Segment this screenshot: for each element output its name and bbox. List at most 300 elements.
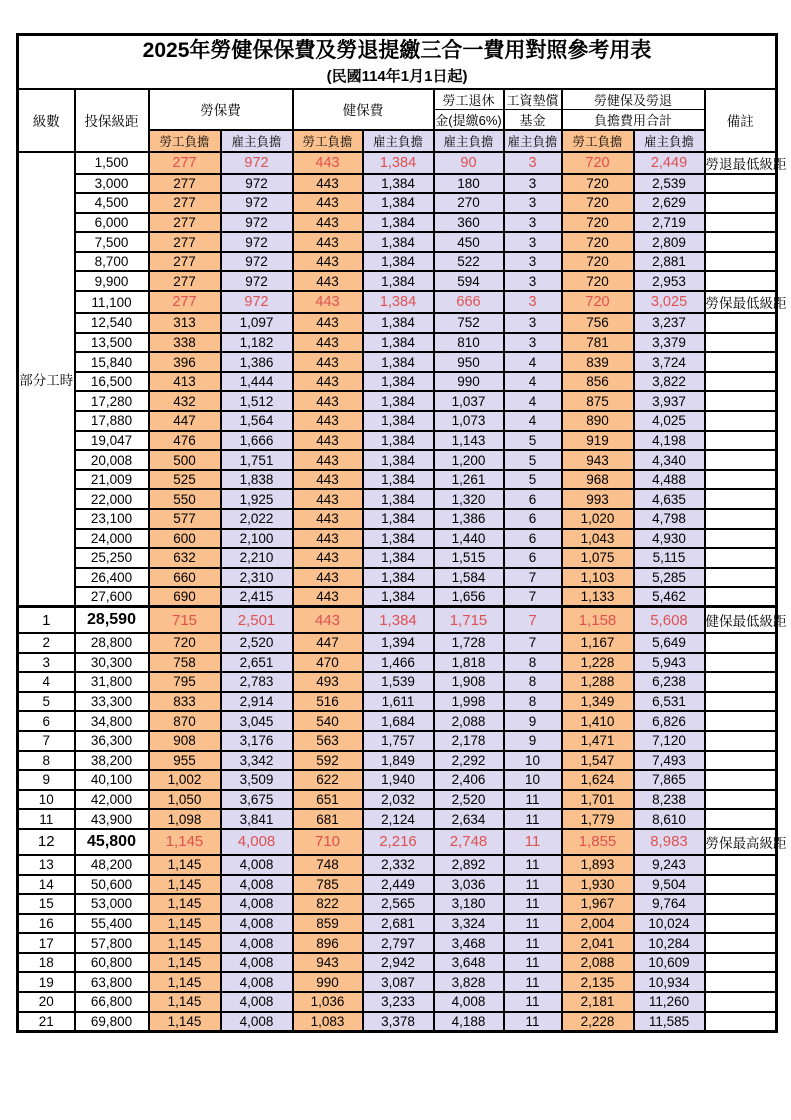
cell-labor-employee: 690 (149, 587, 221, 607)
cell-labor-employer: 2,914 (221, 692, 293, 712)
cell-total-employer: 9,243 (634, 855, 705, 875)
cell-remark (705, 509, 777, 529)
cell-labor-employee: 277 (149, 174, 221, 194)
cell-fund-employer: 7 (504, 607, 562, 633)
table-row (18, 587, 777, 607)
cell-fund-employer: 4 (504, 411, 562, 431)
cell-health-employer: 1,539 (363, 672, 434, 692)
cell-total-employee: 839 (562, 352, 634, 372)
cell-remark (705, 914, 777, 934)
cell-remark (705, 855, 777, 875)
part-time-merged-cell: 部分工時 (18, 152, 75, 607)
cell-labor-employee: 1,145 (149, 1012, 221, 1032)
cell-remark (705, 933, 777, 953)
cell-pension-employer: 666 (434, 291, 504, 313)
cell-bracket: 60,800 (75, 953, 149, 973)
table-row (18, 372, 777, 392)
cell-bracket: 8,700 (75, 252, 149, 272)
cell-total-employer: 11,260 (634, 992, 705, 1012)
cell-fund-employer: 3 (504, 174, 562, 194)
cell-labor-employer: 972 (221, 252, 293, 272)
cell-fund-employer: 11 (504, 855, 562, 875)
cell-fund-employer: 3 (504, 313, 562, 333)
cell-bracket: 13,500 (75, 333, 149, 353)
subheader-pension-employer: 雇主負擔 (434, 130, 504, 152)
cell-health-employer: 1,849 (363, 751, 434, 771)
cell-labor-employee: 277 (149, 193, 221, 213)
cell-labor-employer: 2,210 (221, 548, 293, 568)
cell-total-employee: 875 (562, 391, 634, 411)
cell-health-employee: 443 (293, 213, 363, 233)
cell-level: 10 (18, 790, 75, 810)
cell-bracket: 69,800 (75, 1012, 149, 1032)
header-health-insurance: 健保費 (293, 89, 434, 130)
cell-bracket: 3,000 (75, 174, 149, 194)
cell-health-employee: 443 (293, 509, 363, 529)
cell-remark: 勞退最低級距 (705, 152, 777, 174)
cell-remark (705, 1012, 777, 1032)
cell-pension-employer: 1,515 (434, 548, 504, 568)
cell-remark (705, 352, 777, 372)
table-row (18, 174, 777, 194)
cell-total-employee: 1,228 (562, 653, 634, 673)
cell-health-employer: 2,797 (363, 933, 434, 953)
cell-fund-employer: 3 (504, 333, 562, 353)
cell-total-employee: 2,181 (562, 992, 634, 1012)
cell-remark (705, 770, 777, 790)
table-row (18, 352, 777, 372)
cell-total-employer: 3,937 (634, 391, 705, 411)
cell-total-employee: 1,930 (562, 875, 634, 895)
cell-labor-employee: 413 (149, 372, 221, 392)
cell-remark (705, 809, 777, 829)
cell-total-employee: 1,967 (562, 894, 634, 914)
cell-labor-employer: 3,509 (221, 770, 293, 790)
subheader-fund-employer: 雇主負擔 (504, 130, 562, 152)
cell-total-employer: 9,504 (634, 875, 705, 895)
cell-health-employee: 443 (293, 391, 363, 411)
table-row (18, 672, 777, 692)
cell-fund-employer: 7 (504, 568, 562, 588)
cell-pension-employer: 3,648 (434, 953, 504, 973)
cell-fund-employer: 6 (504, 548, 562, 568)
cell-health-employer: 1,684 (363, 711, 434, 731)
cell-pension-employer: 2,634 (434, 809, 504, 829)
cell-labor-employer: 4,008 (221, 933, 293, 953)
cell-labor-employer: 1,182 (221, 333, 293, 353)
cell-health-employee: 443 (293, 548, 363, 568)
cell-labor-employee: 1,002 (149, 770, 221, 790)
cell-bracket: 21,009 (75, 470, 149, 490)
cell-fund-employer: 8 (504, 692, 562, 712)
cell-total-employee: 1,167 (562, 633, 634, 653)
cell-health-employee: 443 (293, 271, 363, 291)
cell-health-employer: 1,384 (363, 509, 434, 529)
cell-pension-employer: 950 (434, 352, 504, 372)
cell-health-employee: 447 (293, 633, 363, 653)
cell-total-employee: 756 (562, 313, 634, 333)
cell-total-employer: 3,822 (634, 372, 705, 392)
cell-total-employer: 2,953 (634, 271, 705, 291)
cell-health-employee: 943 (293, 953, 363, 973)
cell-labor-employer: 1,838 (221, 470, 293, 490)
cell-health-employer: 1,384 (363, 587, 434, 607)
cell-health-employer: 1,384 (363, 291, 434, 313)
cell-total-employer: 3,237 (634, 313, 705, 333)
cell-total-employer: 2,809 (634, 232, 705, 252)
cell-fund-employer: 9 (504, 731, 562, 751)
table-row (18, 470, 777, 490)
cell-labor-employee: 870 (149, 711, 221, 731)
cell-level: 12 (18, 829, 75, 855)
cell-bracket: 63,800 (75, 972, 149, 992)
cell-total-employee: 720 (562, 193, 634, 213)
cell-labor-employer: 4,008 (221, 875, 293, 895)
cell-bracket: 43,900 (75, 809, 149, 829)
cell-bracket: 36,300 (75, 731, 149, 751)
cell-remark (705, 653, 777, 673)
cell-pension-employer: 2,748 (434, 829, 504, 855)
cell-health-employer: 1,384 (363, 391, 434, 411)
cell-fund-employer: 9 (504, 711, 562, 731)
cell-total-employer: 8,238 (634, 790, 705, 810)
table-row (18, 271, 777, 291)
table-row (18, 692, 777, 712)
cell-health-employer: 1,384 (363, 213, 434, 233)
cell-labor-employer: 2,501 (221, 607, 293, 633)
cell-remark (705, 972, 777, 992)
cell-remark (705, 894, 777, 914)
cell-labor-employer: 1,386 (221, 352, 293, 372)
table-row (18, 653, 777, 673)
cell-total-employer: 4,198 (634, 431, 705, 451)
cell-total-employee: 1,020 (562, 509, 634, 529)
cell-remark (705, 587, 777, 607)
cell-bracket: 7,500 (75, 232, 149, 252)
cell-labor-employer: 2,100 (221, 529, 293, 549)
cell-fund-employer: 11 (504, 875, 562, 895)
cell-pension-employer: 4,008 (434, 992, 504, 1012)
cell-health-employee: 443 (293, 568, 363, 588)
cell-fund-employer: 6 (504, 509, 562, 529)
table-row (18, 232, 777, 252)
cell-bracket: 50,600 (75, 875, 149, 895)
cell-fund-employer: 6 (504, 529, 562, 549)
cell-pension-employer: 1,728 (434, 633, 504, 653)
cell-total-employee: 919 (562, 431, 634, 451)
cell-fund-employer: 11 (504, 914, 562, 934)
cell-fund-employer: 4 (504, 352, 562, 372)
subheader-total-employee: 勞工負擔 (562, 130, 634, 152)
cell-total-employer: 8,983 (634, 829, 705, 855)
cell-total-employee: 1,471 (562, 731, 634, 751)
cell-health-employee: 651 (293, 790, 363, 810)
table-row (18, 829, 777, 855)
cell-health-employee: 443 (293, 470, 363, 490)
cell-bracket: 4,500 (75, 193, 149, 213)
table-row (18, 529, 777, 549)
cell-health-employer: 1,940 (363, 770, 434, 790)
cell-labor-employee: 660 (149, 568, 221, 588)
cell-health-employer: 1,384 (363, 271, 434, 291)
cell-bracket: 34,800 (75, 711, 149, 731)
cell-total-employer: 6,826 (634, 711, 705, 731)
cell-remark (705, 529, 777, 549)
cell-remark: 勞保最高級距 (705, 829, 777, 855)
cell-health-employer: 1,384 (363, 470, 434, 490)
table-row (18, 193, 777, 213)
cell-level: 8 (18, 751, 75, 771)
cell-bracket: 53,000 (75, 894, 149, 914)
subheader-health-employee: 勞工負擔 (293, 130, 363, 152)
cell-pension-employer: 2,406 (434, 770, 504, 790)
cell-total-employer: 10,609 (634, 953, 705, 973)
cell-total-employer: 10,284 (634, 933, 705, 953)
title-row (18, 35, 777, 89)
cell-labor-employee: 1,145 (149, 875, 221, 895)
cell-remark (705, 193, 777, 213)
cell-health-employer: 2,681 (363, 914, 434, 934)
cell-level: 17 (18, 933, 75, 953)
cell-health-employee: 540 (293, 711, 363, 731)
table-row (18, 333, 777, 353)
cell-labor-employee: 396 (149, 352, 221, 372)
cell-health-employee: 443 (293, 174, 363, 194)
cell-labor-employer: 1,564 (221, 411, 293, 431)
cell-bracket: 22,000 (75, 489, 149, 509)
cell-fund-employer: 11 (504, 933, 562, 953)
cell-labor-employer: 972 (221, 152, 293, 174)
cell-remark: 勞保最低級距 (705, 291, 777, 313)
cell-health-employer: 2,332 (363, 855, 434, 875)
cell-health-employee: 563 (293, 731, 363, 751)
subheader-health-employer: 雇主負擔 (363, 130, 434, 152)
cell-remark (705, 633, 777, 653)
cell-labor-employer: 2,310 (221, 568, 293, 588)
cell-total-employer: 2,449 (634, 152, 705, 174)
cell-level: 1 (18, 607, 75, 633)
cell-total-employer: 2,629 (634, 193, 705, 213)
cell-total-employee: 1,624 (562, 770, 634, 790)
header-pension-line2: 金(提繳6%) (434, 109, 504, 130)
cell-health-employee: 443 (293, 333, 363, 353)
cell-remark (705, 548, 777, 568)
table-row (18, 152, 777, 174)
cell-labor-employer: 1,751 (221, 450, 293, 470)
cell-remark (705, 333, 777, 353)
cell-level: 21 (18, 1012, 75, 1032)
cell-level: 4 (18, 672, 75, 692)
cell-pension-employer: 450 (434, 232, 504, 252)
cell-total-employer: 6,238 (634, 672, 705, 692)
cell-pension-employer: 522 (434, 252, 504, 272)
cell-health-employer: 1,384 (363, 529, 434, 549)
cell-bracket: 55,400 (75, 914, 149, 934)
cell-pension-employer: 594 (434, 271, 504, 291)
cell-total-employee: 943 (562, 450, 634, 470)
table-row (18, 607, 777, 633)
table-row (18, 972, 777, 992)
cell-bracket: 17,880 (75, 411, 149, 431)
cell-fund-employer: 11 (504, 809, 562, 829)
cell-labor-employee: 277 (149, 271, 221, 291)
cell-health-employer: 1,384 (363, 352, 434, 372)
cell-health-employee: 859 (293, 914, 363, 934)
cell-level: 14 (18, 875, 75, 895)
cell-pension-employer: 1,261 (434, 470, 504, 490)
cell-bracket: 30,300 (75, 653, 149, 673)
cell-level: 13 (18, 855, 75, 875)
cell-fund-employer: 3 (504, 271, 562, 291)
cell-pension-employer: 2,520 (434, 790, 504, 810)
cell-health-employee: 896 (293, 933, 363, 953)
cell-bracket: 16,500 (75, 372, 149, 392)
cell-total-employer: 5,115 (634, 548, 705, 568)
table-row (18, 751, 777, 771)
cell-fund-employer: 4 (504, 391, 562, 411)
cell-total-employee: 781 (562, 333, 634, 353)
cell-fund-employer: 11 (504, 992, 562, 1012)
cell-health-employee: 681 (293, 809, 363, 829)
cell-health-employer: 3,233 (363, 992, 434, 1012)
cell-fund-employer: 3 (504, 152, 562, 174)
cell-bracket: 12,540 (75, 313, 149, 333)
cell-health-employer: 2,565 (363, 894, 434, 914)
cell-remark (705, 232, 777, 252)
cell-total-employee: 856 (562, 372, 634, 392)
subheader-labor-employer: 雇主負擔 (221, 130, 293, 152)
cell-fund-employer: 11 (504, 829, 562, 855)
cell-health-employee: 443 (293, 450, 363, 470)
cell-pension-employer: 1,818 (434, 653, 504, 673)
table-row (18, 855, 777, 875)
cell-health-employer: 1,384 (363, 568, 434, 588)
cell-level: 9 (18, 770, 75, 790)
cell-labor-employee: 715 (149, 607, 221, 633)
cell-health-employer: 2,124 (363, 809, 434, 829)
table-row (18, 411, 777, 431)
cell-health-employee: 785 (293, 875, 363, 895)
cell-labor-employer: 1,666 (221, 431, 293, 451)
table-row (18, 252, 777, 272)
cell-labor-employer: 3,342 (221, 751, 293, 771)
cell-remark (705, 711, 777, 731)
cell-level: 3 (18, 653, 75, 673)
cell-total-employee: 1,547 (562, 751, 634, 771)
header-total-line1: 勞健保及勞退 (562, 89, 705, 110)
cell-labor-employee: 277 (149, 232, 221, 252)
cell-labor-employee: 720 (149, 633, 221, 653)
header-total-line2: 負擔費用合計 (562, 109, 705, 130)
cell-pension-employer: 360 (434, 213, 504, 233)
cell-labor-employee: 1,145 (149, 914, 221, 934)
cell-labor-employee: 447 (149, 411, 221, 431)
cell-pension-employer: 752 (434, 313, 504, 333)
cell-health-employee: 443 (293, 489, 363, 509)
cell-health-employee: 493 (293, 672, 363, 692)
cell-bracket: 9,900 (75, 271, 149, 291)
cell-pension-employer: 180 (434, 174, 504, 194)
cell-labor-employee: 795 (149, 672, 221, 692)
cell-fund-employer: 11 (504, 894, 562, 914)
cell-fund-employer: 11 (504, 1012, 562, 1032)
cell-remark (705, 568, 777, 588)
cell-total-employer: 6,531 (634, 692, 705, 712)
cell-labor-employer: 2,520 (221, 633, 293, 653)
cell-labor-employer: 3,675 (221, 790, 293, 810)
cell-fund-employer: 10 (504, 770, 562, 790)
cell-fund-employer: 5 (504, 470, 562, 490)
cell-health-employer: 1,466 (363, 653, 434, 673)
table-row (18, 633, 777, 653)
cell-total-employee: 1,410 (562, 711, 634, 731)
cell-total-employer: 4,930 (634, 529, 705, 549)
cell-health-employee: 443 (293, 232, 363, 252)
header-pension-line1: 勞工退休 (434, 89, 504, 110)
cell-fund-employer: 5 (504, 431, 562, 451)
cell-level: 18 (18, 953, 75, 973)
cell-labor-employer: 972 (221, 193, 293, 213)
cell-health-employee: 443 (293, 607, 363, 633)
cell-labor-employer: 972 (221, 232, 293, 252)
table-row (18, 548, 777, 568)
cell-total-employee: 2,228 (562, 1012, 634, 1032)
table-row (18, 313, 777, 333)
cell-pension-employer: 4,188 (434, 1012, 504, 1032)
cell-pension-employer: 90 (434, 152, 504, 174)
cell-labor-employee: 277 (149, 252, 221, 272)
table-row (18, 992, 777, 1012)
cell-health-employer: 1,384 (363, 333, 434, 353)
cell-labor-employer: 4,008 (221, 953, 293, 973)
table-row (18, 431, 777, 451)
table-row (18, 291, 777, 313)
cell-health-employee: 1,083 (293, 1012, 363, 1032)
cell-pension-employer: 3,324 (434, 914, 504, 934)
cell-total-employee: 968 (562, 470, 634, 490)
header-level: 級數 (18, 89, 75, 152)
cell-total-employer: 2,539 (634, 174, 705, 194)
cell-pension-employer: 1,908 (434, 672, 504, 692)
cell-total-employee: 2,088 (562, 953, 634, 973)
cell-health-employee: 443 (293, 431, 363, 451)
cell-labor-employee: 1,145 (149, 953, 221, 973)
cell-total-employer: 10,934 (634, 972, 705, 992)
cell-health-employer: 2,032 (363, 790, 434, 810)
cell-health-employer: 1,384 (363, 450, 434, 470)
cell-pension-employer: 2,892 (434, 855, 504, 875)
cell-fund-employer: 11 (504, 790, 562, 810)
cell-labor-employer: 4,008 (221, 1012, 293, 1032)
cell-total-employee: 720 (562, 291, 634, 313)
cell-remark (705, 174, 777, 194)
cell-labor-employee: 277 (149, 152, 221, 174)
title-cell (18, 35, 777, 89)
cell-pension-employer: 1,073 (434, 411, 504, 431)
cell-remark (705, 391, 777, 411)
cell-health-employee: 516 (293, 692, 363, 712)
cell-pension-employer: 1,715 (434, 607, 504, 633)
cell-labor-employer: 2,022 (221, 509, 293, 529)
cell-total-employer: 4,488 (634, 470, 705, 490)
cell-total-employer: 5,285 (634, 568, 705, 588)
cell-level: 5 (18, 692, 75, 712)
cell-health-employee: 443 (293, 587, 363, 607)
cell-health-employee: 592 (293, 751, 363, 771)
cell-total-employee: 1,288 (562, 672, 634, 692)
cell-fund-employer: 11 (504, 972, 562, 992)
cell-health-employer: 3,087 (363, 972, 434, 992)
